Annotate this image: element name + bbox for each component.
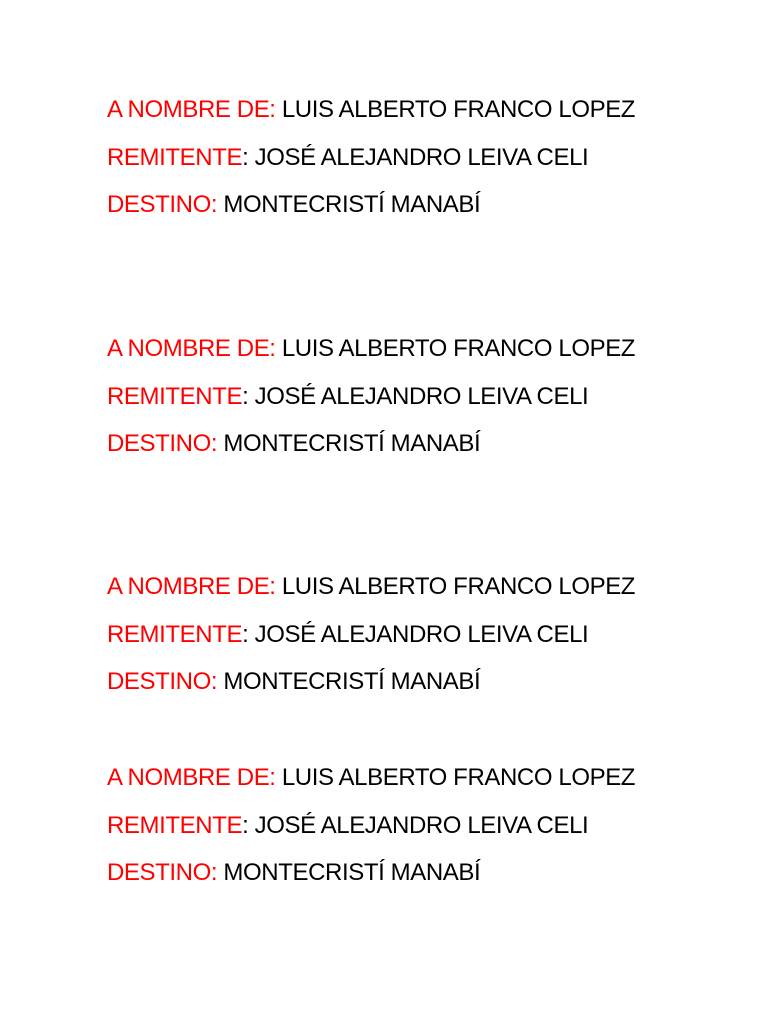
recipient-label: A NOMBRE DE: [107,573,276,600]
recipient-line [107,331,727,379]
sender-line [107,140,727,188]
sender-value: : JOSÉ ALEJANDRO LEIVA CELI [242,143,589,171]
sender-line [107,617,727,665]
destination-value: MONTECRISTÍ MANABÍ [217,430,481,457]
sender-label: REMITENTE [107,620,243,648]
recipient-value: LUIS ALBERTO FRANCO LOPEZ [275,335,636,362]
recipient-label: A NOMBRE DE: [107,764,276,791]
destination-line [107,426,727,474]
sender-line [107,808,727,856]
sender-label: REMITENTE [107,143,243,171]
recipient-line [107,569,727,617]
destination-line [107,187,727,235]
sender-label: REMITENTE [107,382,243,410]
destination-label: DESTINO: [107,859,218,886]
destination-line [107,855,727,903]
destination-label: DESTINO: [107,191,218,218]
recipient-value: LUIS ALBERTO FRANCO LOPEZ [275,573,636,600]
recipient-line [107,92,727,140]
shipping-label-block [107,331,727,474]
sender-value: : JOSÉ ALEJANDRO LEIVA CELI [242,382,589,410]
sender-value: : JOSÉ ALEJANDRO LEIVA CELI [242,620,589,648]
recipient-label: A NOMBRE DE: [107,335,276,362]
shipping-label-block [107,569,727,712]
destination-label: DESTINO: [107,668,218,695]
sender-value: : JOSÉ ALEJANDRO LEIVA CELI [242,811,589,839]
sender-line [107,379,727,427]
sender-label: REMITENTE [107,811,243,839]
recipient-value: LUIS ALBERTO FRANCO LOPEZ [275,764,636,791]
shipping-label-block [107,760,727,903]
destination-label: DESTINO: [107,430,218,457]
shipping-label-block [107,92,727,235]
destination-value: MONTECRISTÍ MANABÍ [217,191,481,218]
destination-value: MONTECRISTÍ MANABÍ [217,668,481,695]
recipient-line [107,760,727,808]
recipient-value: LUIS ALBERTO FRANCO LOPEZ [275,96,636,123]
destination-value: MONTECRISTÍ MANABÍ [217,859,481,886]
recipient-label: A NOMBRE DE: [107,96,276,123]
destination-line [107,664,727,712]
